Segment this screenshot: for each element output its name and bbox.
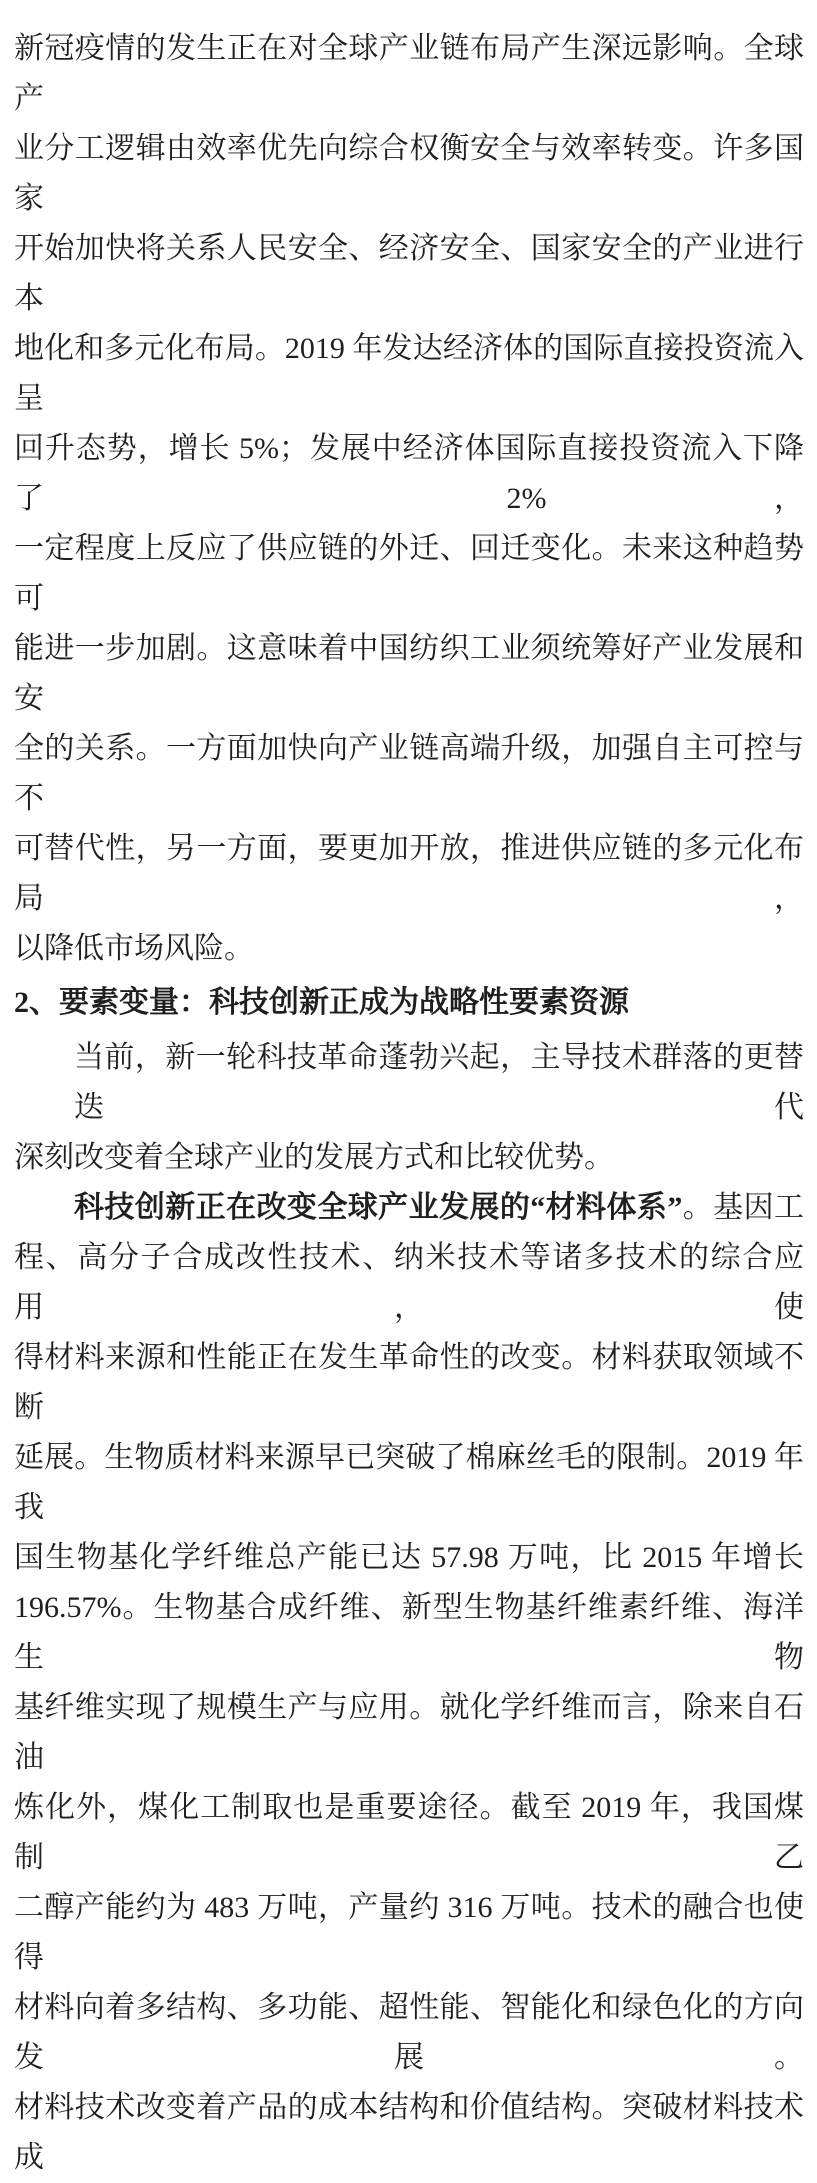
text-line: 延展。生物质材料来源早已突破了棉麻丝毛的限制。2019 年我 [14, 1441, 804, 1524]
text-line: 得材料来源和性能正在发生革命性的改变。材料获取领域不断 [14, 1341, 804, 1424]
paragraph-3-lines [14, 1233, 804, 2183]
text-line: 一定程度上反应了供应链的外迁、回迁变化。未来这种趋势可 [14, 532, 804, 615]
lead-rest-text: 。基因工 [682, 1191, 805, 1224]
text-line: 二醇产能约为 483 万吨，产量约 316 万吨。技术的融合也使得 [14, 1891, 804, 1974]
bold-lead-text: 科技创新正在改变全球产业发展的“材料体系” [74, 1191, 683, 1224]
paragraph-continuation-lines [14, 24, 804, 924]
text-line: 新冠疫情的发生正在对全球产业链布局产生深远影响。全球产 [14, 32, 804, 115]
text-line: 能进一步加剧。这意味着中国纺织工业须统筹好产业发展和安 [14, 632, 804, 715]
text-line: 回升态势，增长 5%；发展中经济体国际直接投资流入下降了 2%， [14, 432, 804, 515]
section-heading: 2、要素变量：科技创新正成为战略性要素资源 [14, 986, 629, 1019]
text-line: 开始加快将关系人民安全、经济安全、国家安全的产业进行本 [14, 232, 804, 315]
paragraph-2 [14, 1033, 804, 1183]
text-line: 地化和多元化布局。2019 年发达经济体的国际直接投资流入呈 [14, 332, 804, 415]
text-line: 当前，新一轮科技革命蓬勃兴起，主导技术群落的更替迭代 [74, 1041, 804, 1124]
text-line: 业分工逻辑由效率优先向综合权衡安全与效率转变。许多国家 [14, 132, 804, 215]
paragraph-continuation [14, 24, 804, 974]
text-line: 以降低市场风险。 [14, 932, 254, 965]
text-line: 炼化外，煤化工制取也是重要途径。截至 2019 年，我国煤制乙 [14, 1791, 804, 1874]
text-line: 材料技术改变着产品的成本结构和价值结构。突破材料技术成 [14, 2091, 804, 2174]
text-line: 全的关系。一方面加快向产业链高端升级，加强自主可控与不 [14, 732, 804, 815]
text-line: 深刻改变着全球产业的发展方式和比较优势。 [14, 1141, 614, 1174]
text-line: 程、高分子合成改性技术、纳米技术等诸多技术的综合应用，使 [14, 1241, 804, 1324]
text-line: 国生物基化学纤维总产能已达 57.98 万吨，比 2015 年增长 [14, 1541, 804, 1574]
text-line: 基纤维实现了规模生产与应用。就化学纤维而言，除来自石油 [14, 1691, 804, 1774]
text-line: 材料向着多结构、多功能、超性能、智能化和绿色化的方向发展。 [14, 1991, 804, 2074]
text-line [14, 1183, 804, 1233]
text-line: 196.57%。生物基合成纤维、新型生物基纤维素纤维、海洋生物 [14, 1591, 804, 1674]
paragraph-3 [14, 1183, 804, 2183]
text-line: 可替代性，另一方面，要更加开放，推进供应链的多元化布局， [14, 832, 804, 915]
